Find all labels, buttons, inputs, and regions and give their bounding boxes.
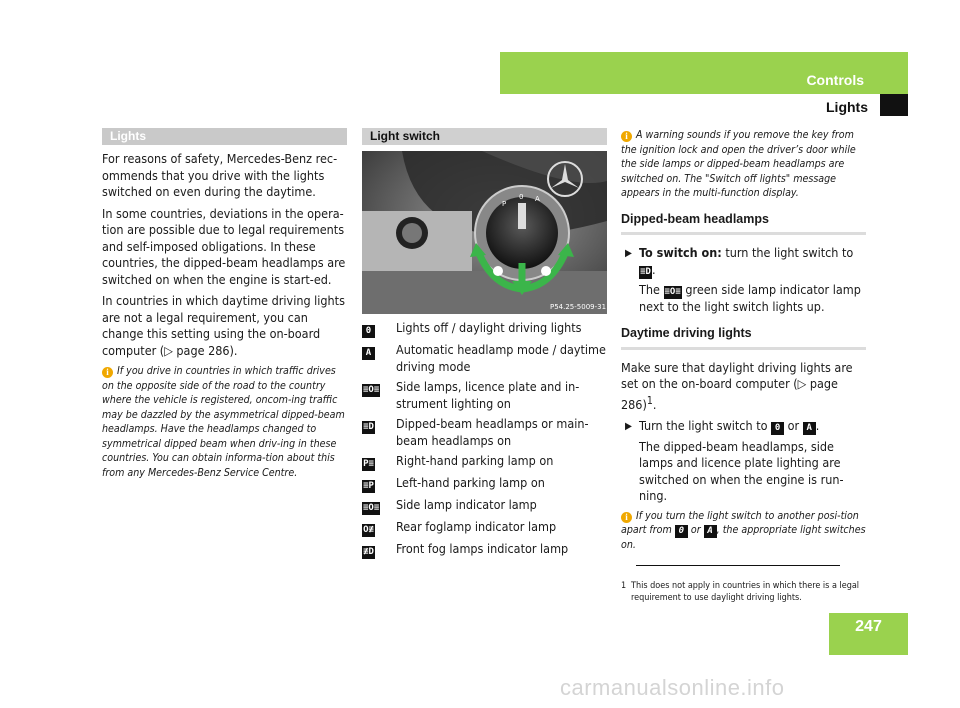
info-icon: i bbox=[621, 131, 632, 142]
legend-item bbox=[362, 541, 607, 559]
column-light-switch bbox=[362, 128, 607, 563]
symbol-off-icon: 0 bbox=[362, 325, 375, 338]
instruction-step bbox=[621, 245, 866, 279]
word: or bbox=[787, 418, 800, 434]
result-text: The dipped-beam headlamps, side lamps and licence plate lighting are switched on when the engine is run-ning. bbox=[639, 438, 844, 504]
light-switch-photo bbox=[362, 151, 607, 314]
symbol-dipped-beam-icon: ≡D bbox=[640, 266, 651, 277]
footnote-divider bbox=[636, 565, 840, 566]
bullet-arrow-icon: ▶ bbox=[625, 248, 632, 259]
column-dipped-beam bbox=[621, 126, 866, 553]
paragraph: For reasons of safety, Mercedes-Benz rec-ommends that you drive with the lights switched on even during the daytime. bbox=[102, 151, 338, 199]
info-note bbox=[621, 509, 866, 553]
subsection-title: Lights bbox=[826, 99, 868, 115]
symbol-side-lamp-icon: ≡O≡ bbox=[363, 385, 380, 395]
footnote bbox=[621, 580, 871, 604]
legend-item bbox=[362, 320, 607, 338]
step-body: Turn the light switch to bbox=[639, 418, 768, 434]
heading-daytime: Daytime driving lights bbox=[621, 325, 866, 350]
legend-item bbox=[362, 416, 607, 449]
bullet-arrow-icon: ▶ bbox=[625, 421, 632, 433]
indicator-text: green side lamp indicator lamp next to the light switch lights up. bbox=[639, 281, 861, 314]
punctuation: . bbox=[652, 396, 657, 412]
info-icon: i bbox=[621, 512, 632, 523]
legend-item bbox=[362, 453, 607, 471]
symbol-rear-fog-icon: O≢ bbox=[363, 525, 374, 535]
symbol-off-icon: 0 bbox=[771, 422, 784, 435]
instruction-step bbox=[621, 418, 866, 436]
watermark: carmanualsonline.info bbox=[560, 675, 785, 700]
symbol-front-fog-icon: ≢D bbox=[363, 547, 374, 557]
punctuation: . bbox=[652, 261, 656, 277]
info-note bbox=[102, 364, 347, 480]
legend-item bbox=[362, 519, 607, 537]
symbol-dipped-beam-icon: ≡D bbox=[363, 422, 374, 432]
info-icon: i bbox=[102, 367, 113, 378]
column-lights bbox=[102, 128, 347, 480]
svg-text:0: 0 bbox=[519, 193, 524, 201]
legend-text: Side lamps, licence plate and in-strument lighting on bbox=[396, 379, 580, 411]
footnote-text: This does not apply in countries in which there is a legal requirement to use daylight driving lights. bbox=[631, 581, 860, 603]
symbol-auto-icon: A bbox=[803, 422, 816, 435]
legend-text: Front fog lamps indicator lamp bbox=[396, 541, 569, 556]
legend-text: Left-hand parking lamp on bbox=[396, 475, 545, 490]
note-text: , the appropriate light switches on. bbox=[621, 524, 866, 552]
note-text: A warning sounds if you remove the key from the ignition lock and open the driver’s door while the side lamps or dipped-beam headlamps are switched on. The "Switch off lights" message appears in the multi-function display. bbox=[621, 129, 856, 199]
legend-text: Rear foglamp indicator lamp bbox=[396, 519, 557, 534]
step-text bbox=[639, 245, 853, 279]
step-body: turn the light switch to bbox=[725, 245, 854, 260]
symbol-left-parking-icon: ≡P bbox=[363, 481, 374, 491]
legend-text: Dipped-beam headlamps or main-beam headlamps on bbox=[396, 416, 589, 448]
paragraph: In countries in which daytime driving lights are not a legal requirement, you can change this setting using the on-board computer (▷ page 286). bbox=[102, 293, 345, 358]
page-number: 247 bbox=[855, 618, 882, 635]
info-note bbox=[621, 128, 866, 201]
paragraph-text: Make sure that daylight driving lights are set on the on-board computer (▷ page 286) bbox=[621, 359, 853, 412]
svg-text:A: A bbox=[535, 195, 540, 203]
symbol-side-lamp-icon: ≡O≡ bbox=[664, 286, 681, 297]
section-bar-lights: Lights bbox=[102, 128, 347, 145]
paragraph bbox=[621, 360, 866, 414]
section-bar-light-switch: Light switch bbox=[362, 128, 607, 145]
word: The bbox=[639, 281, 660, 297]
symbol-right-parking-icon: P≡ bbox=[363, 459, 374, 469]
section-title: Controls bbox=[806, 72, 864, 88]
legend-item bbox=[362, 342, 607, 375]
footnote-marker: 1 bbox=[646, 394, 653, 407]
legend-item bbox=[362, 379, 607, 412]
symbol-off-icon: 0 bbox=[675, 525, 688, 538]
legend-item bbox=[362, 475, 607, 493]
photo-code: P54.25-5009-31 bbox=[550, 303, 607, 311]
punctuation: . bbox=[815, 418, 820, 434]
step-label: To switch on: bbox=[639, 245, 722, 260]
result-text bbox=[621, 282, 866, 316]
legend-text: Right-hand parking lamp on bbox=[396, 453, 554, 468]
step-text bbox=[639, 418, 819, 436]
svg-text:P: P bbox=[502, 200, 507, 208]
thumb-marker bbox=[880, 94, 908, 116]
symbol-auto-icon: A bbox=[362, 347, 375, 360]
note-text: If you turn the light switch to another posi-tion apart from bbox=[621, 509, 859, 537]
legend-text: Lights off / daylight driving lights bbox=[396, 320, 582, 335]
footnote-number: 1 bbox=[621, 581, 627, 591]
heading-dipped-beam: Dipped-beam headlamps bbox=[621, 211, 866, 236]
note-text: If you drive in countries in which traffic drives on the opposite side of the road to the country where the vehicle is registered, oncom-ing traffic may be dazzled by the asymmetrical dipped-beam headlamps. Have the headlamps changed to symmetrical dipped beam when driv-ing in these countries. You can obtain informa-tion about this from any Mercedes-Benz Service Centre. bbox=[102, 365, 345, 479]
word: or bbox=[690, 524, 701, 537]
legend-text: Side lamp indicator lamp bbox=[396, 497, 537, 512]
legend-text: Automatic headlamp mode / daytime driving mode bbox=[396, 342, 606, 374]
symbol-auto-icon: A bbox=[704, 525, 717, 538]
legend-item bbox=[362, 497, 607, 515]
paragraph: In some countries, deviations in the opera-tion are possible due to legal requirements and self-imposed obligations. In these countries, the dipped-beam headlamps are switched on when the engine is start-ed. bbox=[102, 205, 346, 287]
symbol-side-indicator-icon: ≡O≡ bbox=[363, 503, 380, 513]
